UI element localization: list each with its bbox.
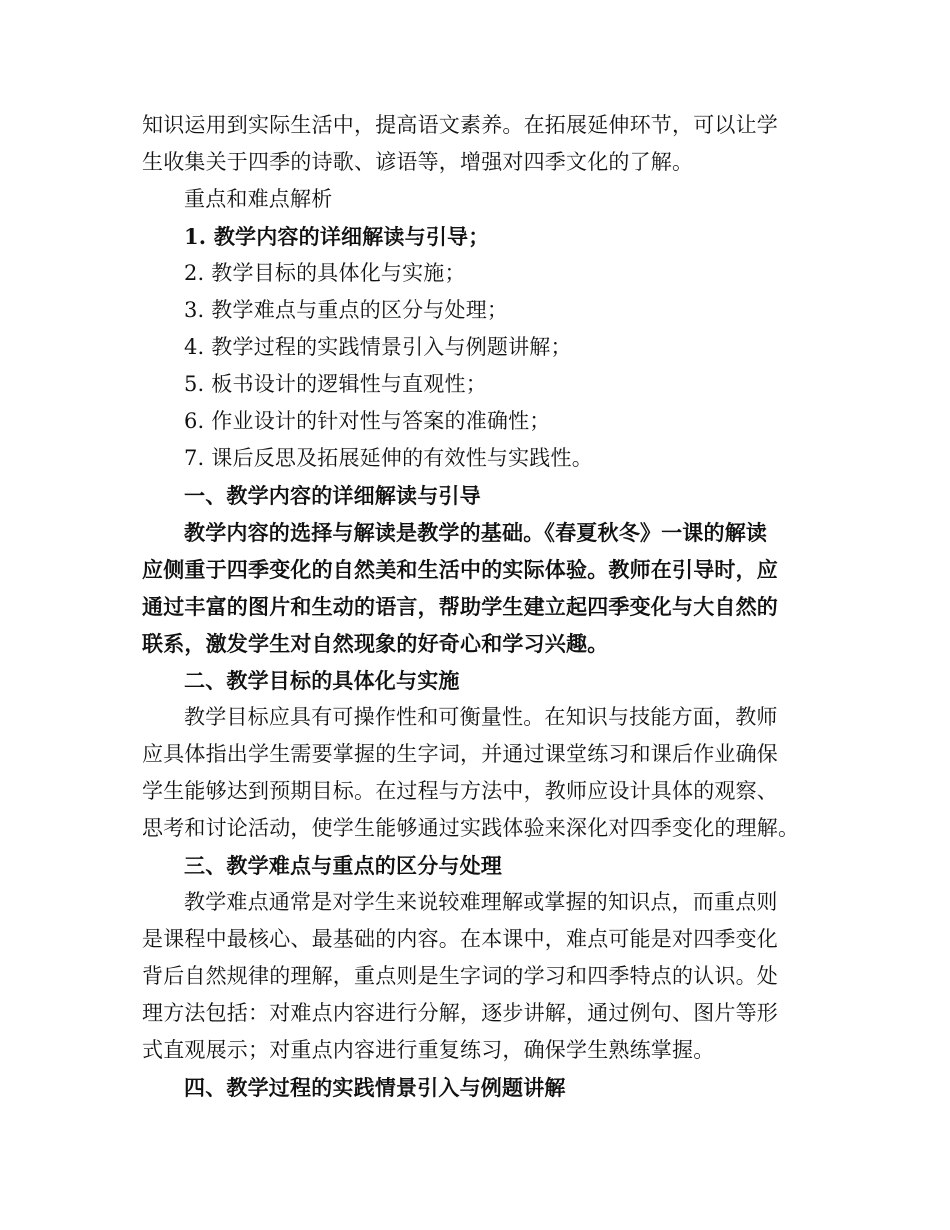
text-line: 一、教学内容的详细解读与引导 xyxy=(184,483,481,508)
text-line: 二、教学目标的具体化与实施 xyxy=(184,668,460,693)
text-line: 联系，激发学生对自然现象的好奇心和学习兴趣。 xyxy=(142,631,609,656)
text-line: 三、教学难点与重点的区分与处理 xyxy=(184,853,502,878)
text-line: 思考和讨论活动，使学生能够通过实践体验来深化对四季变化的理解。 xyxy=(142,816,800,840)
text-line: 式直观展示；对重点内容进行重复练习，确保学生熟练掌握。 xyxy=(142,1038,715,1062)
document-body xyxy=(142,107,810,1106)
text-line: 重点和难点解析 xyxy=(184,187,333,211)
text-line: 6. 作业设计的针对性与答案的准确性； xyxy=(184,409,551,433)
text-line: 教学难点通常是对学生来说较难理解或掌握的知识点，而重点则 xyxy=(184,890,778,914)
text-line: 3. 教学难点与重点的区分与处理； xyxy=(184,298,509,322)
text-line: 4. 教学过程的实践情景引入与例题讲解； xyxy=(184,335,572,359)
text-line: 应具体指出学生需要掌握的生字词，并通过课堂练习和课后作业确保 xyxy=(142,742,778,766)
text-line: 通过丰富的图片和生动的语言，帮助学生建立起四季变化与大自然的 xyxy=(142,594,778,619)
text-line: 2. 教学目标的具体化与实施； xyxy=(184,261,466,285)
text-line: 1. 教学内容的详细解读与引导； xyxy=(184,224,490,249)
text-line: 是课程中最核心、最基础的内容。在本课中，难点可能是对四季变化 xyxy=(142,927,778,951)
text-line: 学生能够达到预期目标。在过程与方法中，教师应设计具体的观察、 xyxy=(142,779,778,803)
text-line: 生收集关于四季的诗歌、谚语等，增强对四季文化的了解。 xyxy=(142,150,694,174)
text-line: 5. 板书设计的逻辑性与直观性； xyxy=(184,372,487,396)
text-line: 应侧重于四季变化的自然美和生活中的实际体验。教师在引导时，应 xyxy=(142,557,778,582)
text-line: 7. 课后反思及拓展延伸的有效性与实践性。 xyxy=(184,446,593,470)
text-line: 知识运用到实际生活中，提高语文素养。在拓展延伸环节，可以让学 xyxy=(142,113,778,137)
text-line: 教学内容的选择与解读是教学的基础。《春夏秋冬》一课的解读 xyxy=(184,520,768,545)
text-line: 四、教学过程的实践情景引入与例题讲解 xyxy=(184,1075,566,1100)
text-line: 背后自然规律的理解，重点则是生字词的学习和四季特点的认识。处 xyxy=(142,964,778,988)
text-line: 理方法包括：对难点内容进行分解，逐步讲解，通过例句、图片等形 xyxy=(142,1001,778,1025)
text-line: 教学目标应具有可操作性和可衡量性。在知识与技能方面，教师 xyxy=(184,705,778,729)
